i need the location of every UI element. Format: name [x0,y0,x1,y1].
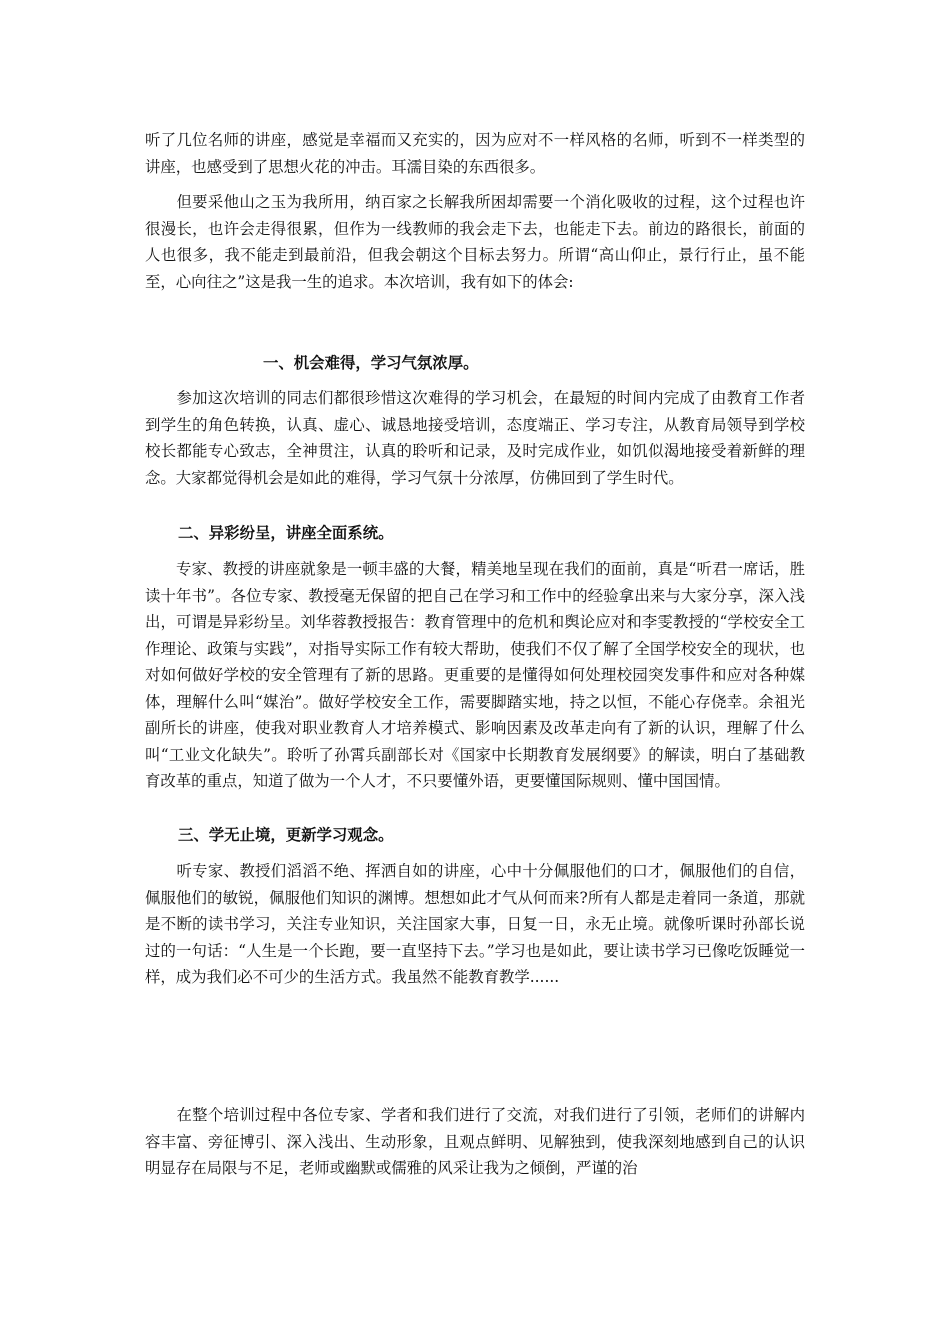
section-heading-3: 三、学无止境，更新学习观念。 [178,826,394,844]
section-heading-1: 一、机会难得，学习气氛浓厚。 [263,354,479,372]
paragraph-section-1: 参加这次培训的同志们都很珍惜这次难得的学习机会，在最短的时间内完成了由教育工作者到学生的角色转换，认真、虚心、诚恳地接受培训，态度端正、学习专注，从教育局领导到学校校长都能专心致志，全神贯注，认真的聆听和记录，及时完成作业，如饥似渴地接受着新鲜的理念。大家都觉得机会是如此的难得，学习气氛十分浓厚，仿佛回到了学生时代。 [145,389,805,487]
paragraph-closing: 在整个培训过程中各位专家、学者和我们进行了交流，对我们进行了引领，老师们的讲解内容丰富、旁征博引、深入浅出、生动形象，且观点鲜明、见解独到，使我深刻地感到自己的认识明显存在局限与不足，老师或幽默或儒雅的风采让我为之倾倒，严谨的治 [145,1106,805,1177]
paragraph-reflection: 但要采他山之玉为我所用，纳百家之长解我所困却需要一个消化吸收的过程，这个过程也许很漫长，也许会走得很累，但作为一线教师的我会走下去，也能走下去。前边的路很长，前面的人也很多，我不能走到最前沿，但我会朝这个目标去努力。所谓“高山仰止，景行行止，虽不能至，心向往之”这是我一生的追求。本次培训，我有如下的体会: [145,193,805,291]
section-heading-2: 二、异彩纷呈，讲座全面系统。 [178,524,394,542]
paragraph-intro: 听了几位名师的讲座，感觉是幸福而又充实的，因为应对不一样风格的名师，听到不一样类型的讲座，也感受到了思想火花的冲击。耳濡目染的东西很多。 [145,131,805,176]
paragraph-section-2: 专家、教授的讲座就象是一顿丰盛的大餐，精美地呈现在我们的面前，真是“听君一席话，胜读十年书”。各位专家、教授毫无保留的把自己在学习和工作中的经验拿出来与大家分享，深入浅出，可谓是异彩纷呈。刘华蓉教授报告：教育管理中的危机和舆论应对和李雯教授的“学校安全工作理论、政策与实践”，对指导实际工作有较大帮助，使我们不仅了解了全国学校安全的现状，也对如何做好学校的安全管理有了新的思路。更重要的是懂得如何处理校园突发事件和应对各种媒体，理解什么叫“媒治”。做好学校安全工作，需要脚踏实地，持之以恒，不能心存侥幸。余祖光副所长的讲座，使我对职业教育人才培养模式、影响因素及改革走向有了新的认识，理解了什么叫“工业文化缺失”。聆听了孙霄兵副部长对《国家中长期教育发展纲要》的解读，明白了基础教育改革的重点，知道了做为一个人才，不只要懂外语，更要懂国际规则、懂中国国情。 [145,560,805,790]
paragraph-section-3: 听专家、教授们滔滔不绝、挥洒自如的讲座，心中十分佩服他们的口才，佩服他们的自信，佩服他们的敏锐，佩服他们知识的渊博。想想如此才气从何而来?所有人都是走着同一条道，那就是不断的读书学习，关注专业知识，关注国家大事，日复一日，永无止境。就像听课时孙部长说过的一句话：“人生是一个长跑，要一直坚持下去。”学习也是如此，要让读书学习已像吃饭睡觉一样，成为我们必不可少的生活方式。我虽然不能教育教学...... [145,862,805,986]
